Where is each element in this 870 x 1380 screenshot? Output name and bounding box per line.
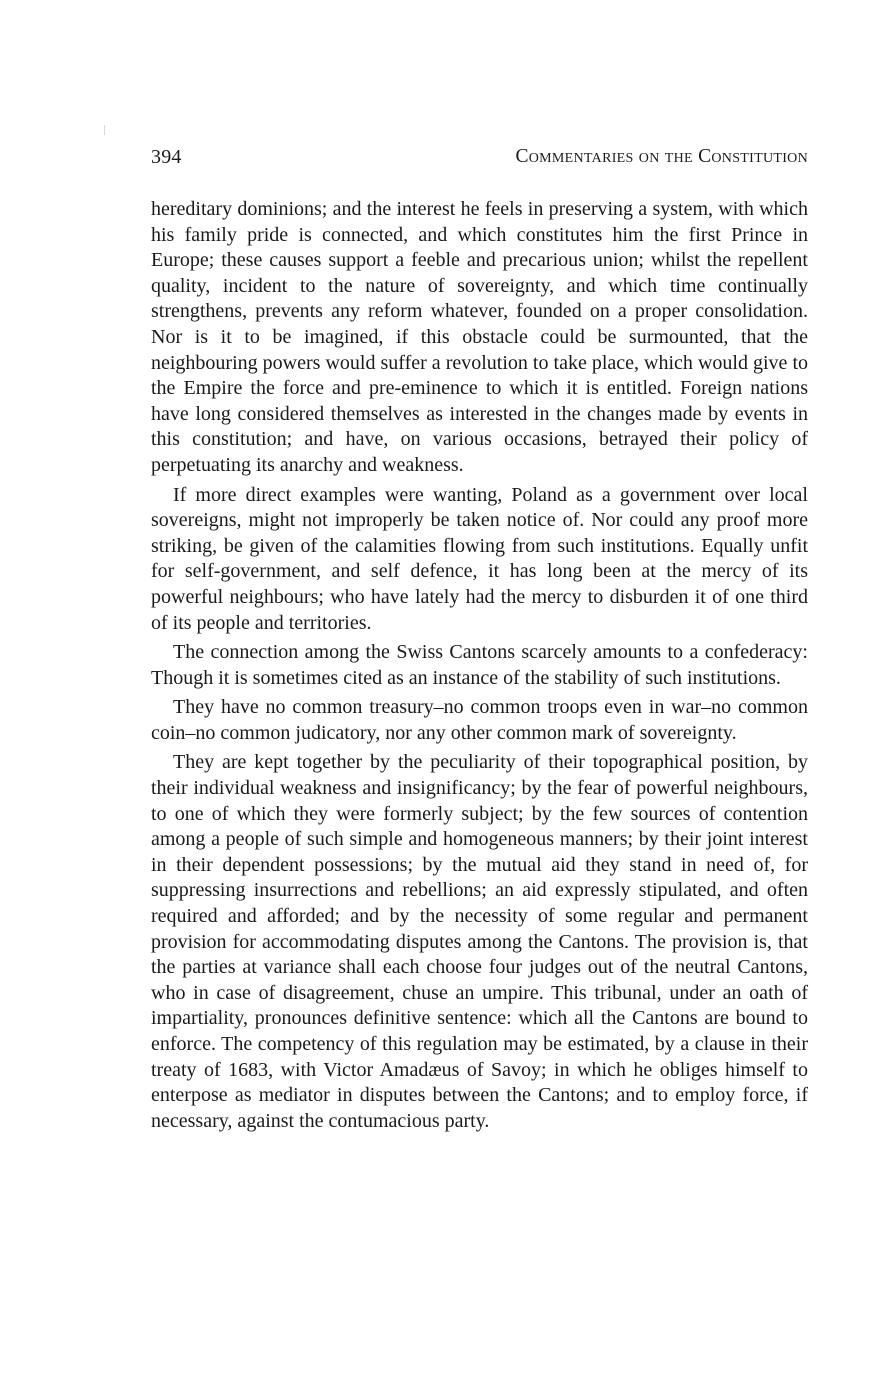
scan-mark [104,125,105,135]
paragraph-no-common-treasury: They have no common treasury–no common troops even in war–no common coin–no common judicatory, nor any other common mark of sovereignty. [151,696,808,744]
paragraph-swiss-cantons: The connection among the Swiss Cantons scarcely amounts to a confederacy: Though it is sometimes cited as an instance of the stability of such institutions. [151,641,808,689]
page-header [151,146,808,172]
running-head: Commentaries on the Constitution [515,146,808,167]
body-text [151,197,808,1138]
paragraph-kept-together: They are kept together by the peculiarity of their topographical position, by their individual weakness and insignificancy; by the fear of powerful neighbours, to one of which they were formerly subject; by the few sources of contention among a people of such simple and homogeneous manners; by their joint interest in their dependent possessions; by the mutual aid they stand in need of, for suppressing insurrections and rebellions; an aid expressly stipulated, and often required and afforded; and by the necessity of some regular and permanent provision for accommodating disputes among the Cantons. The provision is, that the parties at variance shall each choose four judges out of the neutral Cantons, who in case of disagreement, chuse an umpire. This tribunal, under an oath of impartiality, pronounces definitive sentence: which all the Cantons are bound to enforce. The competency of this regulation may be estimated, by a clause in their treaty of 1683, with Victor Amadæus of Savoy; in which he obliges himself to enterpose as mediator in disputes between the Cantons; and to employ force, if necessary, against the contumacious party. [151,751,808,1132]
paragraph-continued: hereditary dominions; and the interest he feels in preserving a system, with which his family pride is connected, and which constitutes him the first Prince in Europe; these causes support a feeble and precarious union; whilst the repellent quality, incident to the nature of sovereignty, and which time continually strengthens, prevents any reform whatever, founded on a proper consolidation. Nor is it to be imagined, if this obstacle could be surmounted, that the neighbouring powers would suffer a revolution to take place, which would give to the Empire the force and pre-eminence to which it is entitled. Foreign nations have long considered themselves as interested in the changes made by events in this constitution; and have, on various occasions, betrayed their policy of perpetuating its anarchy and weakness. [151,198,808,476]
page-number: 394 [151,146,182,168]
paragraph-poland: If more direct examples were wanting, Poland as a government over local sovereigns, might not improperly be taken notice of. Nor could any proof more striking, be given of the calamities flowing from such institutions. Equally unfit for self-government, and self defence, it has long been at the mercy of its powerful neighbours; who have lately had the mercy to disburden it of one third of its people and territories. [151,483,808,634]
